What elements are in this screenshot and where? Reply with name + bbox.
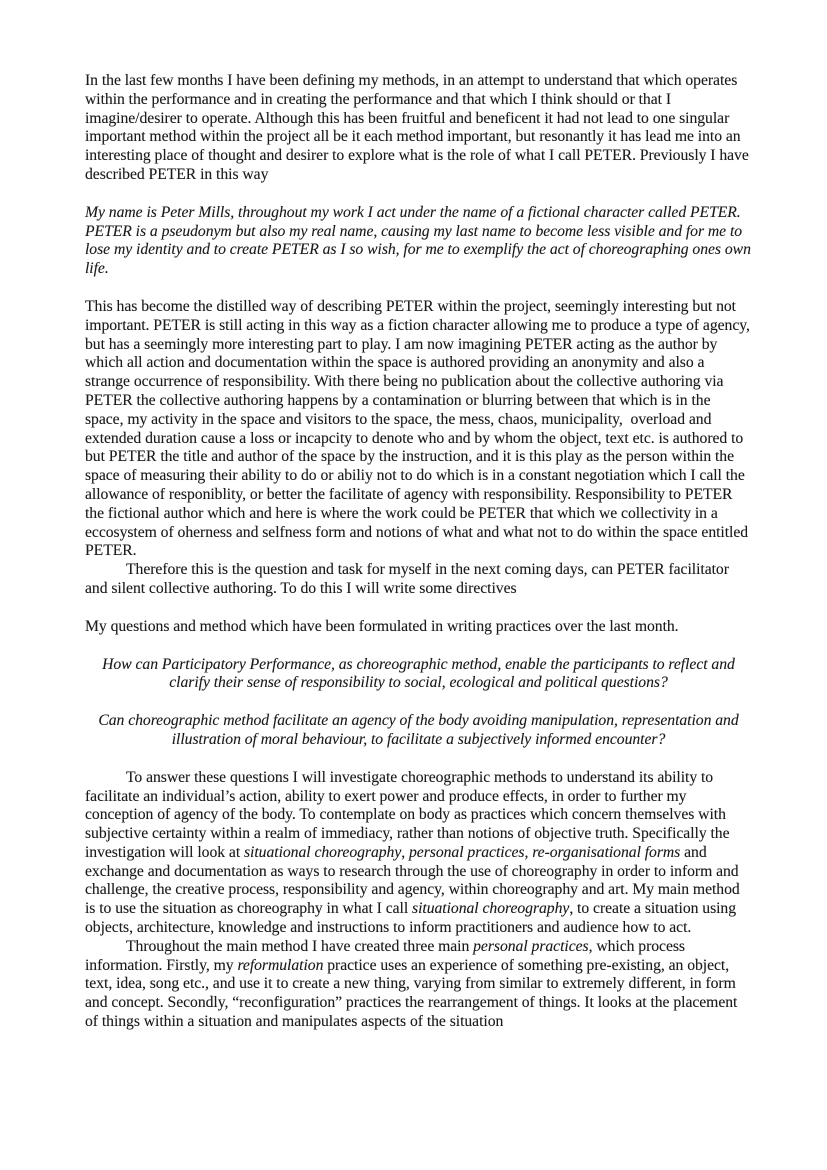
italic-text-run: situational choreography xyxy=(412,900,570,918)
questions-intro-line xyxy=(85,618,752,637)
text-run: This has become the distilled way of describing PETER within the project, seemingly interesting but not important. PETER is still acting in this way as a fiction character allowing me to produce a type of agency, but has a seemingly more interesting part to play. I am now imagining PETER acting as the author by which all action and documentation within the space is authored providing an anonymity and also a strange occurrence of responsibility. With there being no publication about the collective authoring via PETER the collective authoring happens by a contamination or blurring between that which is in the space, my activity in the space and visitors to the space, the mess, chaos, municipality, overload and extended duration cause a loss or incapcity to denote who and by whom the object, text etc. is authored to but PETER the title and author of the space by the instruction, and it is this play as the person within the space of measuring their ability to do or abiliy not to do which is in a constant negotiation which I call the allowance of responiblity, or better the facilitate of agency with responsibility. Responsibility to PETER the fictional author which and here is where the work could be PETER that which we collectivity in a eccosystem of oherness and selfness form and notions of what and what not to do within the space entitled PETER. xyxy=(85,297,754,560)
italic-text-run: re-organisational forms xyxy=(532,843,681,861)
italic-text-run: My name is Peter Mills, throughout my work I act under the name of a fictional character called PETER. PETER is a pseudonym but also my real name, causing my last name to become less visible and for me to lose my identity and to create PETER as I so wish, for me to exemplify the act of choreographing ones own life. xyxy=(85,203,755,278)
text-run: , xyxy=(401,843,410,861)
personal-practices-paragraph xyxy=(85,938,752,1032)
italic-text-run: How can Participatory Performance, as choreographic method, enable the participants to reflect and clarify their sense of responsibility to social, ecological and political questions? xyxy=(102,655,739,692)
text-run: , to create a situation using objects, architecture, knowledge and instructions to inform practitioners and audience how to act. xyxy=(85,900,740,937)
text-run: practice uses an experience of something pre-existing, an object, text, idea, song etc., and use it to create a new thing, varying from similar to extremely different, in form and concept. Secondly, “reconfiguration” practices the rearrangement of things. It looks at the placement of things within a situation and manipulates aspects of the situation xyxy=(85,956,742,1031)
distilled-description-paragraph xyxy=(85,298,752,561)
italic-text-run: situational choreography xyxy=(244,843,402,861)
text-run: , xyxy=(524,843,533,861)
document-body xyxy=(85,72,755,1032)
text-run: , which process information. Firstly, my xyxy=(85,937,689,974)
text-run: In the last few months I have been defining my methods, in an attempt to understand that which operates within the performance and in creating the performance and that which I think should or that I imagine/desirer to operate. Although this has been fruitful and beneficent it had not lead to one singular important method within the project all be it each method important, but resonantly it has lead me into an interesting place of thought and desirer to explore what is the role of what I call PETER. Previously I have described PETER in this way xyxy=(85,72,753,183)
text-run: To answer these questions I will investigate choreographic methods to understand its ability to facilitate an individual’s action, ability to exert power and produce effects, in order to further my conception of agency of the body. To contemplate on body as practices which concern themselves with subjective certainty within a realm of immediacy, rather than notions of objective truth. Specifically the investigation will look at xyxy=(85,768,734,861)
text-run: Therefore this is the question and task for myself in the next coming days, can PETER facilitator and silent collective authoring. To do this I will write some directives xyxy=(85,561,733,597)
text-run: My questions and method which have been formulated in writing practices over the last month. xyxy=(85,617,679,635)
text-run: and exchange and documentation as ways to research through the use of choreography in order to inform and challenge, the creative process, responsibility and agency, within choreography and art. My main method is to use the situation as choreography in what I call xyxy=(85,843,744,918)
italic-text-run: personal practices xyxy=(473,937,589,955)
methods-paragraph xyxy=(85,769,752,938)
therefore-paragraph xyxy=(85,561,752,599)
peter-description-quote xyxy=(85,203,755,279)
text-run: Throughout the main method I have created three main xyxy=(126,937,474,955)
research-question-2 xyxy=(85,712,752,750)
italic-text-run: personal practices xyxy=(409,843,525,861)
intro-paragraph xyxy=(85,72,752,185)
research-question-1 xyxy=(85,656,752,694)
italic-text-run: Can choreographic method facilitate an agency of the body avoiding manipulation, representation and illustration of moral behaviour, to facilitate a subjectively informed encounter? xyxy=(98,712,743,748)
italic-text-run: reformulation xyxy=(237,956,324,974)
